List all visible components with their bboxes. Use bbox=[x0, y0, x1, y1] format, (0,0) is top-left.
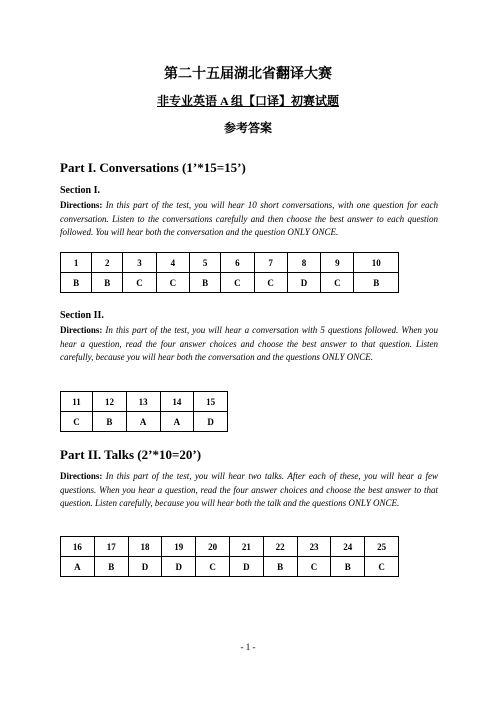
section1-directions bbox=[60, 199, 438, 240]
answer-cell: B bbox=[263, 557, 297, 577]
question-number: 23 bbox=[297, 537, 331, 557]
question-number: 8 bbox=[287, 253, 320, 273]
answer-table-section1 bbox=[60, 252, 399, 293]
question-number: 1 bbox=[61, 253, 92, 273]
answer-cell: C bbox=[123, 273, 156, 293]
table-row bbox=[61, 537, 399, 557]
question-number: 25 bbox=[365, 537, 399, 557]
document-title: 第二十五届湖北省翻译大赛 bbox=[164, 67, 332, 82]
answer-cell: B bbox=[190, 273, 221, 293]
answer-cell: D bbox=[128, 557, 162, 577]
document-subtitle: 非专业英语 A 组【口译】初赛试题 bbox=[156, 94, 339, 108]
answer-cell: C bbox=[196, 557, 230, 577]
table-row bbox=[61, 392, 228, 412]
question-number: 7 bbox=[254, 253, 287, 273]
question-number: 13 bbox=[126, 392, 160, 412]
directions-text: In this part of the test, you will hear two talks. After each of these, you will hear a few questions. When you hear a question, read the four answer choices and choose the best answer to that question. Listen carefully, because you will hear both the talk and the questions ONLY ONCE. bbox=[60, 471, 438, 508]
question-number: 19 bbox=[162, 537, 196, 557]
question-number: 3 bbox=[123, 253, 156, 273]
table-row bbox=[61, 412, 228, 432]
answer-cell: B bbox=[92, 273, 123, 293]
answer-table-part2 bbox=[60, 536, 399, 577]
answer-cell: D bbox=[287, 273, 320, 293]
question-number: 18 bbox=[128, 537, 162, 557]
question-number: 20 bbox=[196, 537, 230, 557]
answer-cell: D bbox=[229, 557, 263, 577]
answer-cell: B bbox=[93, 412, 127, 432]
directions-label: Directions: bbox=[60, 325, 103, 335]
answer-cell: A bbox=[61, 557, 95, 577]
answer-cell: C bbox=[254, 273, 287, 293]
part2-heading: Part II. Talks (2’*10=20’) bbox=[60, 447, 202, 462]
question-number: 4 bbox=[156, 253, 189, 273]
question-number: 9 bbox=[321, 253, 354, 273]
question-number: 17 bbox=[94, 537, 128, 557]
directions-text: In this part of the test, you will hear a conversation with 5 questions followed. When you hear a question, read the four answer choices and choose the best answer to that question. Listen carefully, because you will hear both the conversation and the questions ONLY ONCE. bbox=[60, 325, 438, 362]
answer-cell: B bbox=[61, 273, 92, 293]
section1-label: Section I. bbox=[60, 185, 100, 196]
answer-cell: A bbox=[160, 412, 194, 432]
directions-label: Directions: bbox=[60, 471, 103, 481]
answer-cell: B bbox=[94, 557, 128, 577]
question-number: 21 bbox=[229, 537, 263, 557]
part2-directions bbox=[60, 470, 438, 511]
question-number: 14 bbox=[160, 392, 194, 412]
section2-label: Section II. bbox=[60, 310, 104, 321]
answer-cell: B bbox=[331, 557, 365, 577]
question-number: 12 bbox=[93, 392, 127, 412]
answer-table-section2 bbox=[60, 391, 228, 432]
question-number: 16 bbox=[61, 537, 95, 557]
answer-cell: C bbox=[61, 412, 93, 432]
answer-cell: A bbox=[126, 412, 160, 432]
table-row bbox=[61, 273, 399, 293]
answer-cell: C bbox=[156, 273, 189, 293]
table-row bbox=[61, 557, 399, 577]
page-number: - 1 - bbox=[240, 642, 256, 652]
section2-directions bbox=[60, 324, 438, 365]
question-number: 5 bbox=[190, 253, 221, 273]
directions-label: Directions: bbox=[60, 200, 103, 210]
table-row bbox=[61, 253, 399, 273]
answer-cell: C bbox=[221, 273, 254, 293]
answer-cell: C bbox=[297, 557, 331, 577]
answer-cell: D bbox=[162, 557, 196, 577]
answer-key-heading: 参考答案 bbox=[223, 121, 272, 135]
question-number: 15 bbox=[194, 392, 228, 412]
question-number: 10 bbox=[354, 253, 399, 273]
question-number: 24 bbox=[331, 537, 365, 557]
answer-cell: D bbox=[194, 412, 228, 432]
answer-cell: B bbox=[354, 273, 399, 293]
part1-heading: Part I. Conversations (1’*15=15’) bbox=[60, 160, 246, 175]
answer-cell: C bbox=[365, 557, 399, 577]
question-number: 22 bbox=[263, 537, 297, 557]
question-number: 2 bbox=[92, 253, 123, 273]
question-number: 6 bbox=[221, 253, 254, 273]
directions-text: In this part of the test, you will hear 10 short conversations, with one question for each conversation. Listen to the conversations carefully and then choose the best answer to each question followed. You will hear both the conversation and the question ONLY ONCE. bbox=[60, 200, 438, 237]
question-number: 11 bbox=[61, 392, 93, 412]
answer-cell: C bbox=[321, 273, 354, 293]
